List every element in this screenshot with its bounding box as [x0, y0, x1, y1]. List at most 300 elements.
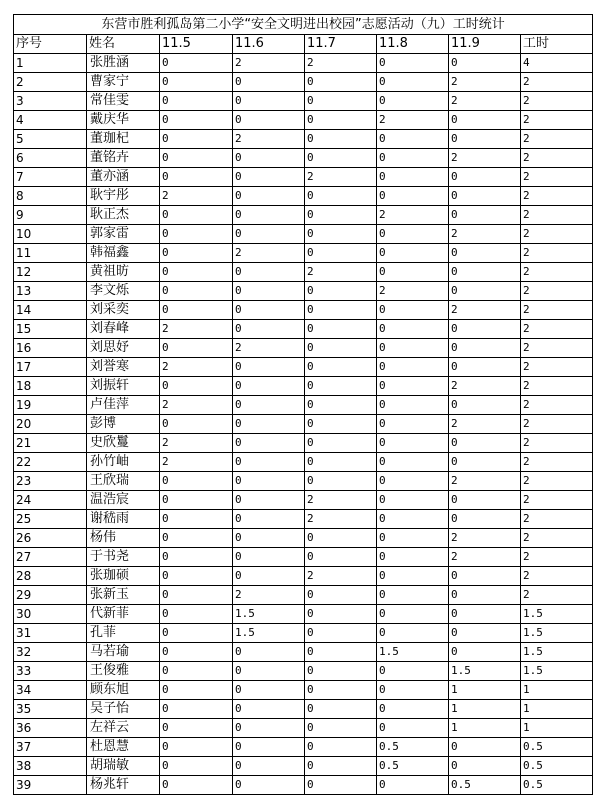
cell-hours[interactable]: 2 — [521, 491, 593, 510]
col-header-11-5[interactable]: 11.5 — [160, 35, 233, 54]
cell-11-5[interactable]: 0 — [160, 605, 233, 624]
cell-11-7[interactable]: 0 — [305, 738, 377, 757]
cell-index[interactable]: 28 — [14, 567, 87, 586]
cell-11-6[interactable]: 0 — [233, 396, 305, 415]
col-header-index[interactable]: 序号 — [14, 35, 87, 54]
cell-11-5[interactable]: 0 — [160, 377, 233, 396]
cell-11-9[interactable]: 0 — [449, 510, 521, 529]
cell-11-8[interactable]: 0 — [377, 244, 449, 263]
cell-11-5[interactable]: 0 — [160, 719, 233, 738]
cell-name[interactable]: 杨兆轩 — [87, 776, 160, 795]
cell-name[interactable]: 常佳雯 — [87, 92, 160, 111]
cell-name[interactable]: 戴庆华 — [87, 111, 160, 130]
cell-hours[interactable]: 2 — [521, 339, 593, 358]
cell-index[interactable]: 29 — [14, 586, 87, 605]
cell-hours[interactable]: 2 — [521, 225, 593, 244]
cell-index[interactable]: 37 — [14, 738, 87, 757]
col-header-11-8[interactable]: 11.8 — [377, 35, 449, 54]
cell-11-5[interactable]: 0 — [160, 662, 233, 681]
cell-hours[interactable]: 2 — [521, 358, 593, 377]
cell-name[interactable]: 张新玉 — [87, 586, 160, 605]
cell-hours[interactable]: 2 — [521, 263, 593, 282]
cell-index[interactable]: 39 — [14, 776, 87, 795]
cell-11-7[interactable]: 0 — [305, 453, 377, 472]
cell-11-9[interactable]: 2 — [449, 472, 521, 491]
cell-11-7[interactable]: 0 — [305, 624, 377, 643]
cell-11-7[interactable]: 0 — [305, 415, 377, 434]
cell-hours[interactable]: 1.5 — [521, 605, 593, 624]
cell-index[interactable]: 12 — [14, 263, 87, 282]
cell-11-9[interactable]: 2 — [449, 301, 521, 320]
cell-index[interactable]: 26 — [14, 529, 87, 548]
cell-index[interactable]: 11 — [14, 244, 87, 263]
cell-11-5[interactable]: 0 — [160, 529, 233, 548]
cell-hours[interactable]: 1 — [521, 681, 593, 700]
cell-hours[interactable]: 1.5 — [521, 643, 593, 662]
cell-11-9[interactable]: 0 — [449, 320, 521, 339]
cell-index[interactable]: 20 — [14, 415, 87, 434]
cell-name[interactable]: 刘誉寒 — [87, 358, 160, 377]
cell-index[interactable]: 5 — [14, 130, 87, 149]
cell-name[interactable]: 耿宇彤 — [87, 187, 160, 206]
cell-11-7[interactable]: 0 — [305, 92, 377, 111]
cell-11-6[interactable]: 0 — [233, 738, 305, 757]
cell-11-8[interactable]: 0 — [377, 434, 449, 453]
cell-11-9[interactable]: 0 — [449, 567, 521, 586]
cell-hours[interactable]: 2 — [521, 472, 593, 491]
cell-11-8[interactable]: 0 — [377, 73, 449, 92]
cell-name[interactable]: 刘春峰 — [87, 320, 160, 339]
cell-11-5[interactable]: 0 — [160, 548, 233, 567]
cell-11-8[interactable]: 0 — [377, 662, 449, 681]
cell-11-8[interactable]: 0 — [377, 700, 449, 719]
cell-11-7[interactable]: 0 — [305, 700, 377, 719]
cell-11-8[interactable]: 0 — [377, 263, 449, 282]
cell-11-8[interactable]: 0.5 — [377, 738, 449, 757]
cell-11-6[interactable]: 0 — [233, 320, 305, 339]
cell-11-5[interactable]: 0 — [160, 567, 233, 586]
cell-name[interactable]: 郭家雷 — [87, 225, 160, 244]
cell-11-9[interactable]: 0 — [449, 206, 521, 225]
cell-index[interactable]: 10 — [14, 225, 87, 244]
cell-11-5[interactable]: 2 — [160, 396, 233, 415]
cell-11-7[interactable]: 0 — [305, 320, 377, 339]
cell-11-7[interactable]: 2 — [305, 168, 377, 187]
cell-11-6[interactable]: 1.5 — [233, 605, 305, 624]
cell-11-5[interactable]: 0 — [160, 73, 233, 92]
cell-11-8[interactable]: 0 — [377, 415, 449, 434]
cell-index[interactable]: 24 — [14, 491, 87, 510]
cell-11-6[interactable]: 0 — [233, 757, 305, 776]
cell-11-5[interactable]: 0 — [160, 472, 233, 491]
cell-name[interactable]: 彭博 — [87, 415, 160, 434]
cell-11-8[interactable]: 0 — [377, 377, 449, 396]
cell-name[interactable]: 吴子怡 — [87, 700, 160, 719]
cell-name[interactable]: 张珈硕 — [87, 567, 160, 586]
cell-hours[interactable]: 2 — [521, 320, 593, 339]
cell-hours[interactable]: 2 — [521, 567, 593, 586]
cell-11-8[interactable]: 2 — [377, 206, 449, 225]
cell-11-8[interactable]: 0 — [377, 776, 449, 795]
cell-index[interactable]: 8 — [14, 187, 87, 206]
cell-name[interactable]: 刘思妤 — [87, 339, 160, 358]
cell-name[interactable]: 温浩宸 — [87, 491, 160, 510]
cell-11-7[interactable]: 0 — [305, 605, 377, 624]
cell-hours[interactable]: 1.5 — [521, 662, 593, 681]
cell-name[interactable]: 刘振轩 — [87, 377, 160, 396]
cell-11-5[interactable]: 0 — [160, 624, 233, 643]
cell-11-5[interactable]: 0 — [160, 301, 233, 320]
cell-11-5[interactable]: 0 — [160, 681, 233, 700]
cell-index[interactable]: 30 — [14, 605, 87, 624]
cell-11-9[interactable]: 0 — [449, 453, 521, 472]
cell-11-9[interactable]: 0 — [449, 263, 521, 282]
cell-hours[interactable]: 2 — [521, 168, 593, 187]
cell-11-9[interactable]: 0 — [449, 586, 521, 605]
cell-11-6[interactable]: 0 — [233, 662, 305, 681]
cell-hours[interactable]: 4 — [521, 54, 593, 73]
cell-11-9[interactable]: 0 — [449, 757, 521, 776]
cell-11-5[interactable]: 0 — [160, 149, 233, 168]
cell-name[interactable]: 谢嵇雨 — [87, 510, 160, 529]
cell-11-7[interactable]: 0 — [305, 643, 377, 662]
cell-index[interactable]: 18 — [14, 377, 87, 396]
cell-hours[interactable]: 1.5 — [521, 624, 593, 643]
cell-index[interactable]: 2 — [14, 73, 87, 92]
col-header-11-7[interactable]: 11.7 — [305, 35, 377, 54]
cell-index[interactable]: 36 — [14, 719, 87, 738]
cell-11-6[interactable]: 1.5 — [233, 624, 305, 643]
cell-name[interactable]: 马若瑜 — [87, 643, 160, 662]
cell-name[interactable]: 张胜涵 — [87, 54, 160, 73]
cell-name[interactable]: 曹家宁 — [87, 73, 160, 92]
cell-11-9[interactable]: 0 — [449, 187, 521, 206]
cell-11-6[interactable]: 0 — [233, 168, 305, 187]
cell-11-9[interactable]: 0 — [449, 339, 521, 358]
cell-index[interactable]: 1 — [14, 54, 87, 73]
col-header-name[interactable]: 姓名 — [87, 35, 160, 54]
cell-11-8[interactable]: 0 — [377, 510, 449, 529]
cell-index[interactable]: 19 — [14, 396, 87, 415]
cell-11-8[interactable]: 0 — [377, 548, 449, 567]
cell-hours[interactable]: 0.5 — [521, 738, 593, 757]
cell-name[interactable]: 杜恩慧 — [87, 738, 160, 757]
cell-index[interactable]: 38 — [14, 757, 87, 776]
cell-11-6[interactable]: 0 — [233, 700, 305, 719]
cell-11-9[interactable]: 0 — [449, 434, 521, 453]
cell-11-8[interactable]: 2 — [377, 282, 449, 301]
cell-11-9[interactable]: 2 — [449, 92, 521, 111]
cell-11-7[interactable]: 2 — [305, 263, 377, 282]
cell-11-5[interactable]: 0 — [160, 339, 233, 358]
cell-11-5[interactable]: 0 — [160, 282, 233, 301]
cell-11-6[interactable]: 2 — [233, 130, 305, 149]
cell-hours[interactable]: 2 — [521, 187, 593, 206]
col-header-11-6[interactable]: 11.6 — [233, 35, 305, 54]
cell-hours[interactable]: 2 — [521, 548, 593, 567]
cell-11-6[interactable]: 0 — [233, 681, 305, 700]
cell-11-9[interactable]: 2 — [449, 225, 521, 244]
cell-11-5[interactable]: 0 — [160, 206, 233, 225]
cell-11-8[interactable]: 0 — [377, 92, 449, 111]
cell-index[interactable]: 33 — [14, 662, 87, 681]
cell-11-8[interactable]: 0 — [377, 681, 449, 700]
cell-11-7[interactable]: 2 — [305, 54, 377, 73]
cell-11-6[interactable]: 0 — [233, 434, 305, 453]
cell-11-8[interactable]: 0 — [377, 453, 449, 472]
cell-11-7[interactable]: 0 — [305, 719, 377, 738]
cell-index[interactable]: 3 — [14, 92, 87, 111]
cell-11-8[interactable]: 0 — [377, 624, 449, 643]
cell-11-9[interactable]: 2 — [449, 529, 521, 548]
cell-name[interactable]: 李文烁 — [87, 282, 160, 301]
cell-index[interactable]: 23 — [14, 472, 87, 491]
cell-11-6[interactable]: 0 — [233, 282, 305, 301]
col-header-hours[interactable]: 工时 — [521, 35, 593, 54]
cell-11-5[interactable]: 0 — [160, 738, 233, 757]
cell-index[interactable]: 27 — [14, 548, 87, 567]
cell-11-6[interactable]: 0 — [233, 567, 305, 586]
cell-hours[interactable]: 2 — [521, 149, 593, 168]
col-header-11-9[interactable]: 11.9 — [449, 35, 521, 54]
cell-11-8[interactable]: 0 — [377, 339, 449, 358]
cell-name[interactable]: 王俊雅 — [87, 662, 160, 681]
cell-11-6[interactable]: 0 — [233, 149, 305, 168]
cell-11-9[interactable]: 0 — [449, 624, 521, 643]
cell-11-7[interactable]: 0 — [305, 130, 377, 149]
cell-11-6[interactable]: 0 — [233, 472, 305, 491]
cell-11-8[interactable]: 0 — [377, 187, 449, 206]
cell-11-9[interactable]: 2 — [449, 377, 521, 396]
cell-11-9[interactable]: 1 — [449, 719, 521, 738]
cell-11-6[interactable]: 0 — [233, 92, 305, 111]
cell-11-7[interactable]: 0 — [305, 225, 377, 244]
cell-11-6[interactable]: 0 — [233, 377, 305, 396]
cell-11-9[interactable]: 0 — [449, 244, 521, 263]
cell-name[interactable]: 杨伟 — [87, 529, 160, 548]
cell-11-7[interactable]: 0 — [305, 377, 377, 396]
cell-hours[interactable]: 2 — [521, 301, 593, 320]
cell-index[interactable]: 17 — [14, 358, 87, 377]
cell-11-6[interactable]: 0 — [233, 529, 305, 548]
cell-11-8[interactable]: 0 — [377, 149, 449, 168]
cell-11-9[interactable]: 0 — [449, 643, 521, 662]
cell-11-5[interactable]: 0 — [160, 168, 233, 187]
cell-index[interactable]: 21 — [14, 434, 87, 453]
cell-hours[interactable]: 0.5 — [521, 776, 593, 795]
cell-11-9[interactable]: 2 — [449, 548, 521, 567]
cell-hours[interactable]: 2 — [521, 510, 593, 529]
cell-11-6[interactable]: 0 — [233, 206, 305, 225]
cell-11-7[interactable]: 0 — [305, 662, 377, 681]
cell-11-7[interactable]: 0 — [305, 187, 377, 206]
cell-11-5[interactable]: 2 — [160, 320, 233, 339]
cell-name[interactable]: 黄祖昉 — [87, 263, 160, 282]
cell-hours[interactable]: 2 — [521, 73, 593, 92]
cell-hours[interactable]: 2 — [521, 282, 593, 301]
cell-index[interactable]: 32 — [14, 643, 87, 662]
cell-11-5[interactable]: 0 — [160, 643, 233, 662]
cell-hours[interactable]: 2 — [521, 130, 593, 149]
cell-11-5[interactable]: 0 — [160, 54, 233, 73]
cell-11-7[interactable]: 2 — [305, 567, 377, 586]
cell-11-6[interactable]: 0 — [233, 73, 305, 92]
cell-11-6[interactable]: 0 — [233, 776, 305, 795]
cell-11-5[interactable]: 0 — [160, 130, 233, 149]
cell-name[interactable]: 孙竹岫 — [87, 453, 160, 472]
cell-11-5[interactable]: 0 — [160, 111, 233, 130]
cell-11-9[interactable]: 2 — [449, 73, 521, 92]
cell-11-9[interactable]: 0 — [449, 111, 521, 130]
cell-11-8[interactable]: 0 — [377, 225, 449, 244]
cell-11-7[interactable]: 0 — [305, 206, 377, 225]
cell-11-9[interactable]: 0 — [449, 130, 521, 149]
cell-index[interactable]: 14 — [14, 301, 87, 320]
cell-index[interactable]: 15 — [14, 320, 87, 339]
cell-11-5[interactable]: 0 — [160, 415, 233, 434]
cell-11-5[interactable]: 2 — [160, 453, 233, 472]
cell-name[interactable]: 代新菲 — [87, 605, 160, 624]
cell-hours[interactable]: 1 — [521, 700, 593, 719]
cell-11-7[interactable]: 2 — [305, 510, 377, 529]
cell-11-8[interactable]: 0 — [377, 358, 449, 377]
cell-11-9[interactable]: 1 — [449, 681, 521, 700]
cell-11-5[interactable]: 0 — [160, 225, 233, 244]
cell-11-8[interactable]: 0 — [377, 719, 449, 738]
cell-11-6[interactable]: 2 — [233, 339, 305, 358]
cell-11-5[interactable]: 2 — [160, 187, 233, 206]
cell-11-6[interactable]: 0 — [233, 301, 305, 320]
cell-11-6[interactable]: 0 — [233, 358, 305, 377]
cell-name[interactable]: 王欣瑞 — [87, 472, 160, 491]
cell-11-8[interactable]: 0.5 — [377, 757, 449, 776]
cell-11-6[interactable]: 0 — [233, 111, 305, 130]
cell-11-5[interactable]: 2 — [160, 358, 233, 377]
cell-11-9[interactable]: 0 — [449, 738, 521, 757]
cell-index[interactable]: 13 — [14, 282, 87, 301]
cell-11-6[interactable]: 0 — [233, 548, 305, 567]
cell-name[interactable]: 胡瑞敏 — [87, 757, 160, 776]
cell-11-7[interactable]: 0 — [305, 358, 377, 377]
cell-name[interactable]: 卢佳萍 — [87, 396, 160, 415]
cell-11-8[interactable]: 0 — [377, 301, 449, 320]
cell-11-8[interactable]: 1.5 — [377, 643, 449, 662]
cell-11-9[interactable]: 1 — [449, 700, 521, 719]
cell-hours[interactable]: 2 — [521, 111, 593, 130]
cell-11-6[interactable]: 0 — [233, 263, 305, 282]
cell-11-9[interactable]: 1.5 — [449, 662, 521, 681]
cell-11-8[interactable]: 0 — [377, 168, 449, 187]
cell-11-7[interactable]: 0 — [305, 434, 377, 453]
cell-11-7[interactable]: 0 — [305, 548, 377, 567]
cell-11-8[interactable]: 0 — [377, 529, 449, 548]
cell-11-6[interactable]: 0 — [233, 225, 305, 244]
cell-hours[interactable]: 2 — [521, 244, 593, 263]
cell-11-7[interactable]: 0 — [305, 776, 377, 795]
cell-11-8[interactable]: 0 — [377, 320, 449, 339]
cell-index[interactable]: 31 — [14, 624, 87, 643]
cell-11-6[interactable]: 2 — [233, 54, 305, 73]
cell-hours[interactable]: 2 — [521, 529, 593, 548]
cell-11-5[interactable]: 0 — [160, 586, 233, 605]
cell-11-9[interactable]: 0 — [449, 358, 521, 377]
cell-11-7[interactable]: 0 — [305, 282, 377, 301]
cell-11-7[interactable]: 0 — [305, 757, 377, 776]
cell-11-9[interactable]: 2 — [449, 149, 521, 168]
cell-index[interactable]: 34 — [14, 681, 87, 700]
cell-index[interactable]: 16 — [14, 339, 87, 358]
cell-11-6[interactable]: 2 — [233, 586, 305, 605]
cell-11-6[interactable]: 0 — [233, 491, 305, 510]
cell-11-6[interactable]: 0 — [233, 719, 305, 738]
cell-hours[interactable]: 2 — [521, 92, 593, 111]
cell-11-7[interactable]: 0 — [305, 73, 377, 92]
cell-11-7[interactable]: 0 — [305, 529, 377, 548]
cell-hours[interactable]: 2 — [521, 377, 593, 396]
cell-index[interactable]: 22 — [14, 453, 87, 472]
cell-11-5[interactable]: 0 — [160, 700, 233, 719]
cell-name[interactable]: 孔菲 — [87, 624, 160, 643]
cell-index[interactable]: 7 — [14, 168, 87, 187]
cell-11-5[interactable]: 0 — [160, 757, 233, 776]
cell-hours[interactable]: 2 — [521, 415, 593, 434]
cell-name[interactable]: 刘采奕 — [87, 301, 160, 320]
cell-11-9[interactable]: 0 — [449, 491, 521, 510]
cell-11-7[interactable]: 0 — [305, 149, 377, 168]
cell-11-7[interactable]: 0 — [305, 339, 377, 358]
cell-name[interactable]: 耿正杰 — [87, 206, 160, 225]
cell-11-7[interactable]: 0 — [305, 111, 377, 130]
cell-name[interactable]: 韩福鑫 — [87, 244, 160, 263]
cell-hours[interactable]: 0.5 — [521, 757, 593, 776]
cell-hours[interactable]: 2 — [521, 453, 593, 472]
cell-11-5[interactable]: 0 — [160, 776, 233, 795]
cell-11-5[interactable]: 0 — [160, 92, 233, 111]
cell-11-5[interactable]: 0 — [160, 510, 233, 529]
cell-11-9[interactable]: 0 — [449, 282, 521, 301]
cell-11-9[interactable]: 2 — [449, 415, 521, 434]
cell-name[interactable]: 左祥云 — [87, 719, 160, 738]
cell-11-6[interactable]: 0 — [233, 643, 305, 662]
cell-name[interactable]: 史欣鬘 — [87, 434, 160, 453]
cell-11-9[interactable]: 0 — [449, 605, 521, 624]
cell-11-6[interactable]: 2 — [233, 244, 305, 263]
cell-11-5[interactable]: 0 — [160, 263, 233, 282]
cell-11-9[interactable]: 0 — [449, 168, 521, 187]
cell-11-5[interactable]: 0 — [160, 491, 233, 510]
cell-11-8[interactable]: 0 — [377, 567, 449, 586]
cell-11-8[interactable]: 0 — [377, 491, 449, 510]
cell-11-9[interactable]: 0.5 — [449, 776, 521, 795]
cell-index[interactable]: 6 — [14, 149, 87, 168]
cell-hours[interactable]: 2 — [521, 206, 593, 225]
cell-11-8[interactable]: 0 — [377, 396, 449, 415]
cell-index[interactable]: 4 — [14, 111, 87, 130]
cell-11-8[interactable]: 0 — [377, 472, 449, 491]
cell-index[interactable]: 35 — [14, 700, 87, 719]
cell-11-8[interactable]: 0 — [377, 586, 449, 605]
cell-11-7[interactable]: 0 — [305, 244, 377, 263]
cell-11-7[interactable]: 2 — [305, 491, 377, 510]
cell-11-8[interactable]: 2 — [377, 111, 449, 130]
cell-name[interactable]: 于书尧 — [87, 548, 160, 567]
cell-hours[interactable]: 1 — [521, 719, 593, 738]
cell-11-8[interactable]: 0 — [377, 605, 449, 624]
cell-name[interactable]: 董亦涵 — [87, 168, 160, 187]
cell-name[interactable]: 董珈杞 — [87, 130, 160, 149]
cell-11-7[interactable]: 0 — [305, 586, 377, 605]
cell-11-8[interactable]: 0 — [377, 130, 449, 149]
